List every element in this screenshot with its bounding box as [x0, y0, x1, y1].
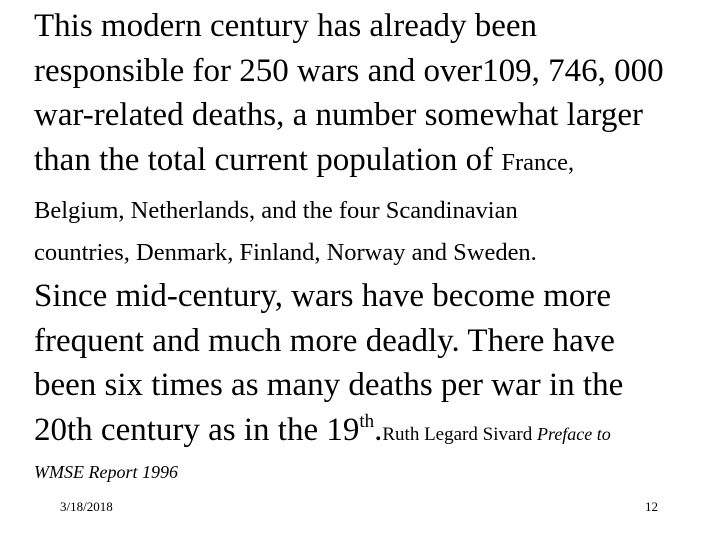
text-line-5: Belgium, Netherlands, and the four Scandinavian [34, 197, 518, 224]
text-line-8: frequent and much more deadly. There have [34, 322, 615, 359]
text-line-10-lead: 20th century as in the 19 [34, 411, 360, 448]
quote-author: Ruth Legard Sivard [382, 423, 537, 445]
ordinal-superscript: th [359, 410, 375, 432]
sentence-period: . [374, 411, 383, 448]
text-line-1: This modern century has already been [34, 8, 538, 44]
footer-date: 3/18/2018 [60, 499, 113, 514]
text-line-4-tail: France, [501, 148, 575, 176]
text-line-9: been six times as many deaths per war in the [34, 367, 624, 403]
text-line-4-lead: than the total current population of [34, 141, 502, 178]
source-title-part1: Preface to [536, 423, 611, 444]
source-title-part2: WMSE Report 1996 [34, 462, 178, 482]
text-line-6: countries, Denmark, Finland, Norway and Sweden. [34, 239, 537, 266]
text-line-3: war-related deaths, a number somewhat larger [34, 97, 643, 133]
text-line-2: responsible for 250 wars and over109, 746, 000 [34, 52, 664, 89]
page-number: 12 [645, 499, 658, 514]
text-line-4 [34, 138, 710, 189]
slide-body-text [34, 4, 710, 483]
text-line-7: Since mid-century, wars have become more [34, 278, 611, 314]
text-line-10 [34, 408, 710, 458]
